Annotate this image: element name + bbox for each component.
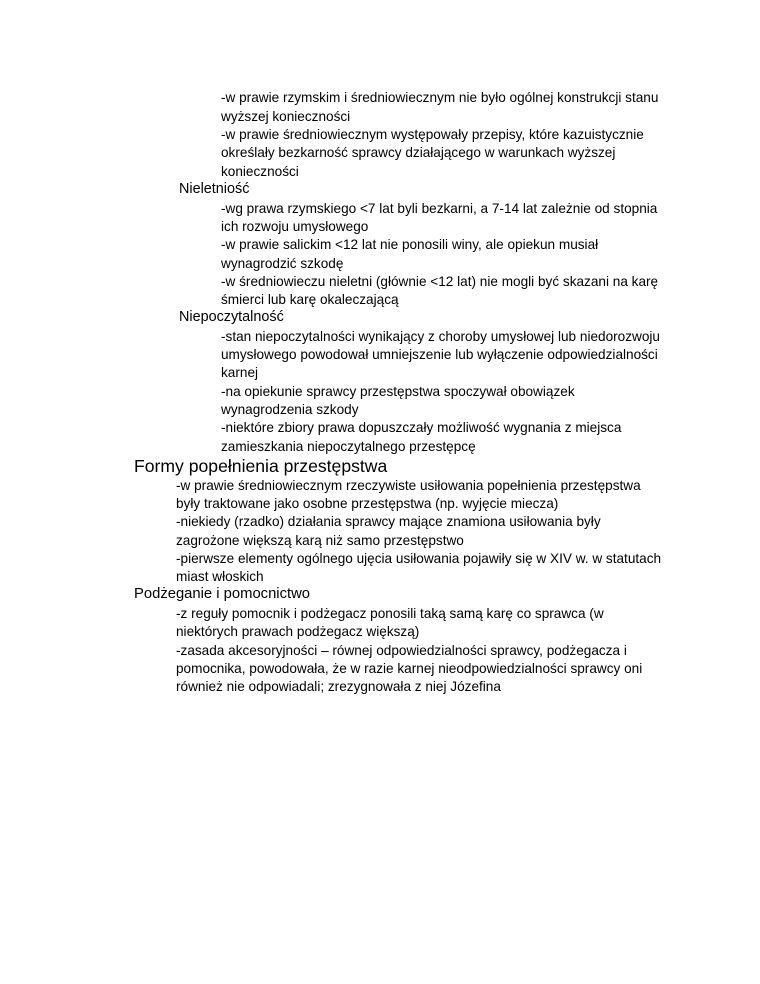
text-line: -w prawie salickim <12 lat nie ponosili winy, ale opiekun musiał [221,237,599,252]
text-line: określały bezkarność sprawcy działającego w warunkach wyższej [221,145,616,160]
text-line: miast włoskich [176,569,264,584]
text-line: -w prawie średniowiecznym występowały przepisy, które kazuistycznie [221,127,644,142]
subheading-nieletniosc: Nieletniość [179,181,250,197]
text-line: karnej [221,365,259,380]
subheading-niepoczytalnosc: Niepoczytalność [179,309,284,325]
text-line: były traktowane jako osobne przestępstwa (np. wyjęcie miecza) [176,496,559,511]
text-line: -niekiedy (rzadko) działania sprawcy mające znamiona usiłowania były [176,514,601,529]
heading-formy: Formy popełnienia przestępstwa [134,456,388,476]
text-line: niektórych prawach podżegacz większą) [176,624,420,639]
text-line: -stan niepoczytalności wynikający z choroby umysłowej lub niedorozwoju [221,329,660,344]
text-line: pomocnika, powodowała, że w razie karnej nieodpowiedzialności sprawcy oni [176,661,643,676]
text-line: -w prawie średniowiecznym rzeczywiste usiłowania popełnienia przestępstwa [176,478,641,493]
text-line: śmierci lub karę okaleczającą [221,292,399,307]
text-line: -pierwsze elementy ogólnego ujęcia usiłowania pojawiły się w XIV w. w statutach [176,551,662,566]
text-line: konieczności [221,164,299,179]
text-line: wynagrodzenia szkody [221,402,359,417]
text-line: -w prawie rzymskim i średniowiecznym nie było ogólnej konstrukcji stanu [221,90,659,105]
text-line: zamieszkania niepoczytalnego przestępcę [221,439,476,454]
text-line: -w średniowieczu nieletni (głównie <12 lat) nie mogli być skazani na karę [221,274,659,289]
text-line: ich rozwoju umysłowego [221,219,369,234]
text-line: -niektóre zbiory prawa dopuszczały możliwość wygnania z miejsca [221,420,622,435]
text-line: -z reguły pomocnik i podżegacz ponosili taką samą karę co sprawca (w [176,606,604,621]
text-line: wynagrodzić szkodę [221,256,344,271]
text-line: -na opiekunie sprawcy przestępstwa spoczywał obowiązek [221,384,575,399]
text-line: zagrożone większą karą niż samo przestępstwo [176,533,464,548]
heading-podzeganie: Podżeganie i pomocnictwo [134,586,311,602]
text-line: wyższej konieczności [221,109,351,124]
text-line: -zasada akcesoryjności – równej odpowiedzialności sprawcy, podżegacza i [176,643,627,658]
text-line: umysłowego powodował umniejszenie lub wyłączenie odpowiedzialności [221,347,658,362]
text-line: również nie odpowiadali; zrezygnowała z niej Józefina [176,679,501,694]
text-line: -wg prawa rzymskiego <7 lat byli bezkarni, a 7-14 lat zależnie od stopnia [221,201,658,216]
